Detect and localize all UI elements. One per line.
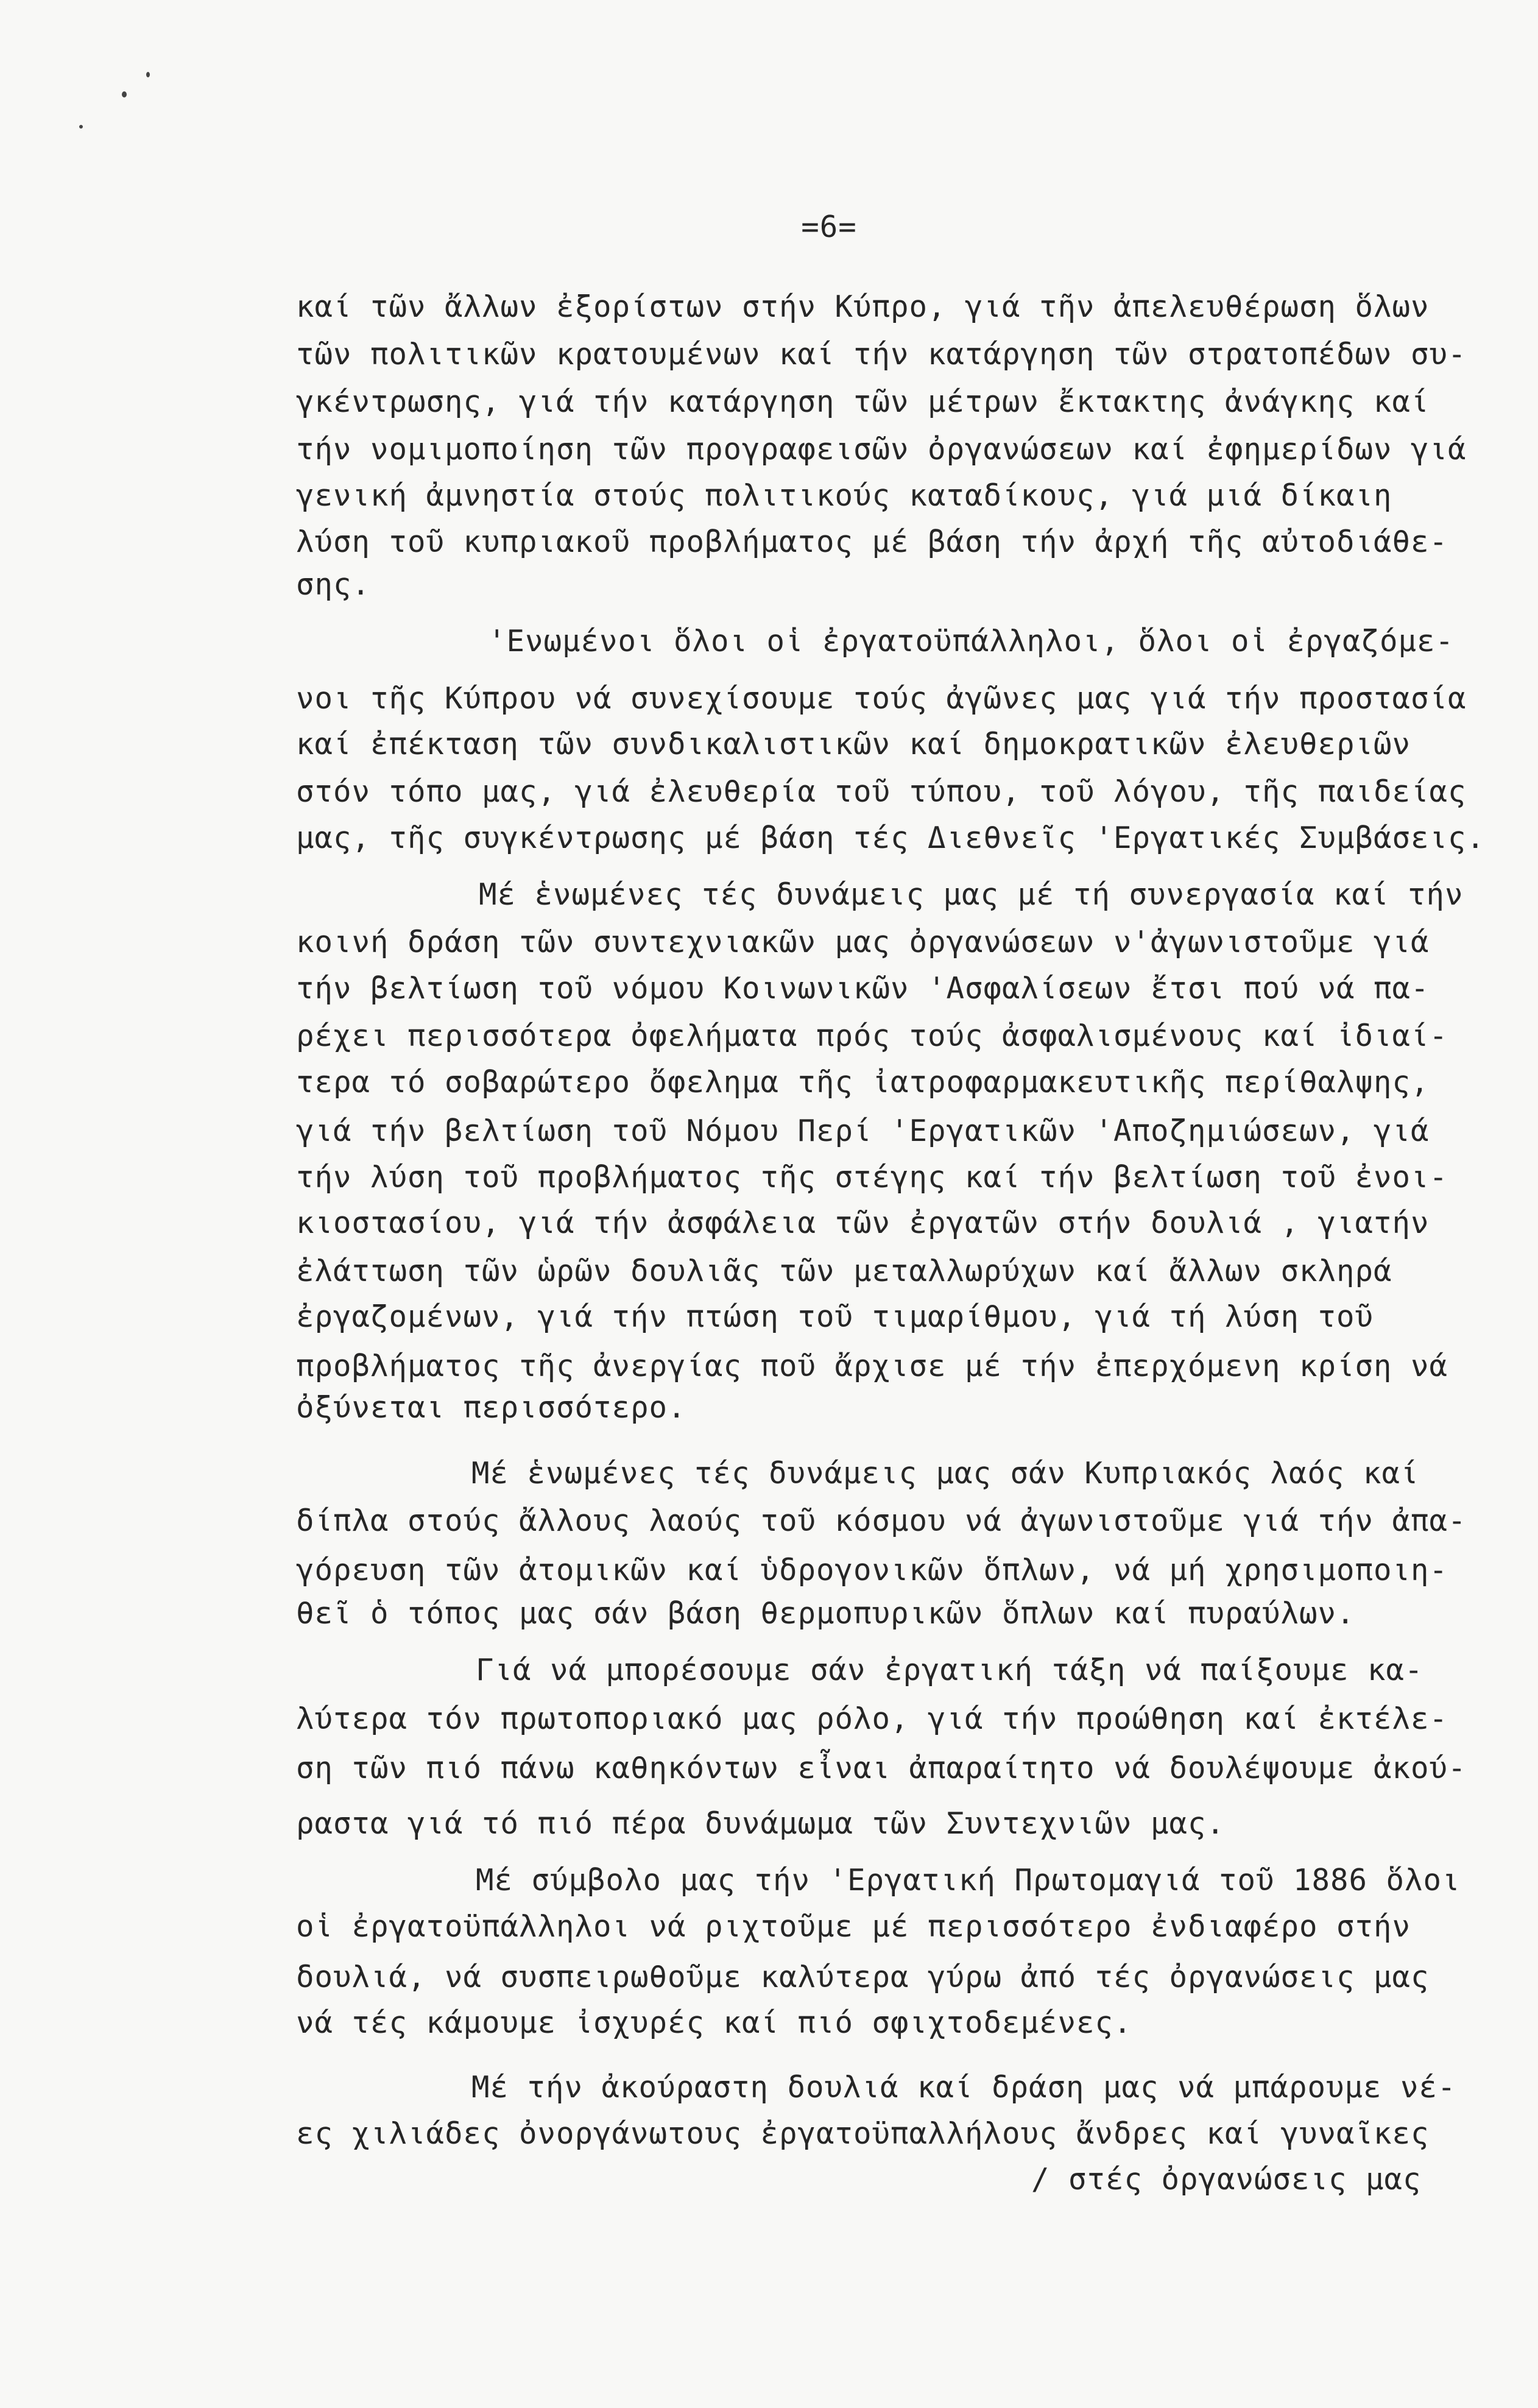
text-line: σης. xyxy=(296,567,371,602)
text-line: κιοστασίου, γιά τήν ἀσφάλεια τῶν ἐργατῶν στήν δουλιά , γιατήν xyxy=(296,1206,1430,1240)
scan-speck xyxy=(146,72,150,77)
text-line: ὀξύνεται περισσότερο. xyxy=(296,1390,686,1425)
text-line: λύση τοῦ κυπριακοῦ προβλήματος μέ βάση τήν ἀρχή τῆς αὐτοδιάθε- xyxy=(296,524,1448,559)
text-line: δίπλα στούς ἄλλους λαούς τοῦ κόσμου νά ἀγωνιστοῦμε γιά τήν ἀπα- xyxy=(296,1503,1467,1538)
text-line: τήν νομιμοποίηση τῶν προγραφεισῶν ὀργανώσεων καί ἐφημερίδων γιά xyxy=(296,432,1467,467)
text-line: γιά τήν βελτίωση τοῦ Νόμου Περί 'Εργατικῶν 'Αποζημιώσεων, γιά xyxy=(296,1114,1430,1148)
text-line: θεῖ ὁ τόπος μας σάν βάση θερμοπυρικῶν ὅπλων καί πυραύλων. xyxy=(296,1596,1355,1631)
text-line: κοινή δράση τῶν συντεχνιακῶν μας ὀργανώσεων ν'ἀγωνιστοῦμε γιά xyxy=(296,925,1430,959)
text-line: Μέ τήν ἀκούραστη δουλιά καί δράση μας νά μπάρουμε νέ- xyxy=(471,2070,1456,2105)
text-line: καί ἐπέκταση τῶν συνδικαλιστικῶν καί δημοκρατικῶν ἐλευθεριῶν xyxy=(296,727,1411,761)
text-line: νοι τῆς Κύπρου νά συνεχίσουμε τούς ἀγῶνες μας γιά τήν προστασία xyxy=(296,681,1467,716)
text-line: νά τές κάμουμε ἰσχυρές καί πιό σφιχτοδεμένες. xyxy=(296,2005,1132,2040)
text-line: Μέ ἑνωμένες τές δυνάμεις μας σάν Κυπριακός λαός καί xyxy=(471,1456,1419,1491)
text-line: στόν τόπο μας, γιά ἐλευθερία τοῦ τύπου, τοῦ λόγου, τῆς παιδείας xyxy=(296,774,1467,809)
text-line: τήν λύση τοῦ προβλήματος τῆς στέγης καί τήν βελτίωση τοῦ ἐνοι- xyxy=(296,1160,1448,1195)
text-line: προβλήματος τῆς ἀνεργίας ποῦ ἄρχισε μέ τήν ἐπερχόμενη κρίση νά xyxy=(296,1349,1448,1383)
text-line: τήν βελτίωση τοῦ νόμου Κοινωνικῶν 'Ασφαλίσεων ἔτσι πού νά πα- xyxy=(296,971,1430,1006)
scan-speck xyxy=(122,91,127,97)
text-line: Μέ σύμβολο μας τήν 'Εργατική Πρωτομαγιά τοῦ 1886 ὅλοι xyxy=(476,1863,1461,1898)
scan-speck xyxy=(79,125,83,129)
text-line: τῶν πολιτικῶν κρατουμένων καί τήν κατάργηση τῶν στρατοπέδων συ- xyxy=(296,337,1467,372)
text-line: καί τῶν ἄλλων ἐξορίστων στήν Κύπρο, γιά τῆν ἀπελευθέρωση ὅλων xyxy=(296,289,1430,324)
text-line: λύτερα τόν πρωτοποριακό μας ρόλο, γιά τήν προώθηση καί ἐκτέλε- xyxy=(296,1701,1448,1736)
text-line: ραστα γιά τό πιό πέρα δυνάμωμα τῶν Συντεχνιῶν μας. xyxy=(296,1806,1226,1841)
text-line: ση τῶν πιό πάνω καθηκόντων εἶναι ἀπαραίτητο νά δουλέψουμε ἀκού- xyxy=(296,1751,1467,1785)
text-line: ρέχει περισσότερα ὀφελήματα πρός τούς ἀσφαλισμένους καί ἰδιαί- xyxy=(296,1019,1448,1053)
text-line: δουλιά, νά συσπειρωθοῦμε καλύτερα γύρω ἀπό τές ὀργανώσεις μας xyxy=(296,1960,1430,1994)
text-line: γενική ἀμνηστία στούς πολιτικούς καταδίκους, γιά μιά δίκαιη xyxy=(296,478,1392,513)
text-line: ἐργαζομένων, γιά τήν πτώση τοῦ τιμαρίθμου, γιά τή λύση τοῦ xyxy=(296,1299,1374,1334)
text-line: Γιά νά μπορέσουμε σάν ἐργατική τάξη νά παίξουμε κα- xyxy=(476,1653,1423,1687)
text-line: τερα τό σοβαρώτερο ὄφελημα τῆς ἰατροφαρμακευτικῆς περίθαλψης, xyxy=(296,1065,1430,1100)
text-line: 'Ενωμένοι ὅλοι οἱ ἐργατοϋπάλληλοι, ὅλοι οἱ ἐργαζόμε- xyxy=(488,624,1455,658)
text-line: ες χιλιάδες ὀνοργάνωτους ἐργατοϋπαλλήλους ἄνδρες καί γυναῖκες xyxy=(296,2116,1430,2151)
text-line: γόρευση τῶν ἀτομικῶν καί ὑδρογονικῶν ὅπλων, νά μή χρησιμοποιη- xyxy=(296,1553,1448,1587)
text-line: Μέ ἑνωμένες τές δυνάμεις μας μέ τή συνεργασία καί τήν xyxy=(479,877,1464,912)
text-line: ἐλάττωση τῶν ὡρῶν δουλιᾶς τῶν μεταλλωρύχων καί ἄλλων σκληρά xyxy=(296,1254,1392,1288)
text-line: οἱ ἐργατοϋπάλληλοι νά ριχτοῦμε μέ περισσότερο ἐνδιαφέρο στήν xyxy=(296,1909,1411,1944)
text-line: γκέντρωσης, γιά τήν κατάργηση τῶν μέτρων ἔκτακτης ἀνάγκης καί xyxy=(296,384,1430,419)
page-number: =6= xyxy=(801,210,857,244)
text-line: μας, τῆς συγκέντρωσης μέ βάση τές Διεθνεῖς 'Εργατικές Συμβάσεις. xyxy=(296,821,1486,855)
catchword: / στές ὀργανώσεις μας xyxy=(1031,2162,1422,2197)
